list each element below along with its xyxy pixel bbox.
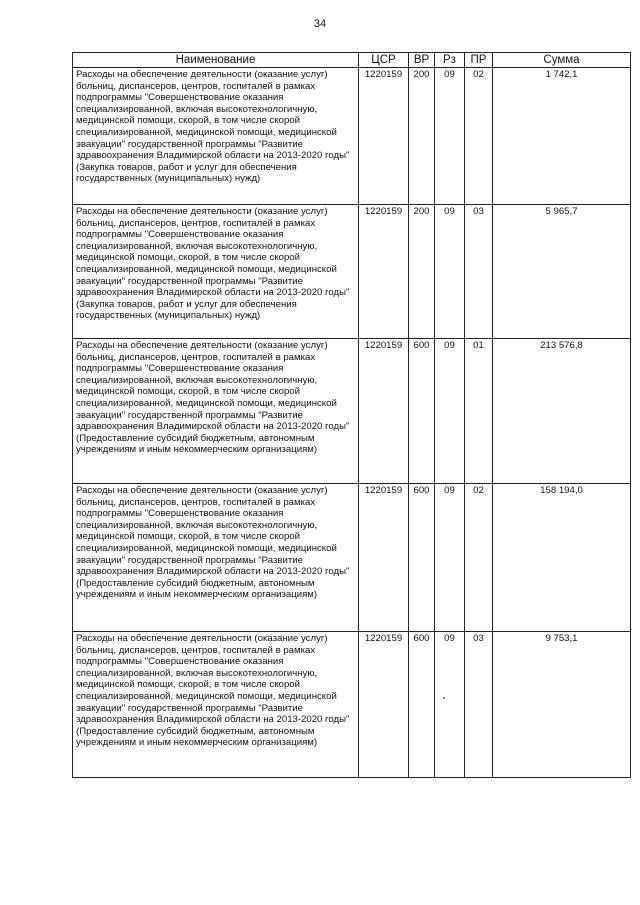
cell-vr: 600	[409, 339, 435, 484]
cell-csr: 1220159	[359, 484, 409, 632]
cell-vr: 600	[409, 632, 435, 778]
cell-vr: 200	[409, 68, 435, 205]
cell-pr: 03	[465, 632, 493, 778]
cell-sum: 5 965,7	[493, 205, 631, 339]
cell-rz: 09	[435, 205, 465, 339]
header-sum: Сумма	[493, 53, 631, 68]
cell-rz: 09	[435, 484, 465, 632]
header-rz: Рз	[435, 53, 465, 68]
cell-rz: 09	[435, 68, 465, 205]
cell-vr: 600	[409, 484, 435, 632]
cell-sum: 1 742,1	[493, 68, 631, 205]
cell-pr: 03	[465, 205, 493, 339]
cell-sum: 158 194,0	[493, 484, 631, 632]
header-csr: ЦСР	[359, 53, 409, 68]
table-row	[73, 484, 631, 632]
table-row	[73, 339, 631, 484]
cell-csr: 1220159	[359, 68, 409, 205]
table-header-row	[73, 53, 631, 68]
cell-name: Расходы на обеспечение деятельности (оказание услуг) больниц, диспансеров, центров, госпиталей в рамках подпрограммы "Совершенствование оказания специализированной, включая высокотехнологичную, медицинской помощи, скорой, в том числе скорой специализированной, медицинской помощи, медицинской эвакуации" государственной программы "Развитие здравоохранения Владимирской области на 2013-2020 годы" (Предоставление субсидий бюджетным, автономным учреждениям и иным некоммерческим организациям)	[73, 339, 359, 484]
header-vr: ВР	[409, 53, 435, 68]
cell-name: Расходы на обеспечение деятельности (оказание услуг) больниц, диспансеров, центров, госпиталей в рамках подпрограммы "Совершенствование оказания специализированной, включая высокотехнологичную, медицинской помощи, скорой, в том числе скорой специализированной, медицинской помощи, медицинской эвакуации" государственной программы "Развитие здравоохранения Владимирской области на 2013-2020 годы" (Закупка товаров, работ и услуг для обеспечения государственных (муниципальных) нужд)	[73, 68, 359, 205]
budget-table	[72, 52, 631, 778]
header-name: Наименование	[73, 53, 359, 68]
cell-csr: 1220159	[359, 205, 409, 339]
cell-sum: 213 576,8	[493, 339, 631, 484]
cell-pr: 02	[465, 68, 493, 205]
cell-rz: 09	[435, 339, 465, 484]
page-number: 34	[313, 18, 327, 30]
cell-csr: 1220159	[359, 632, 409, 778]
cell-pr: 01	[465, 339, 493, 484]
header-pr: ПР	[465, 53, 493, 68]
table-row	[73, 68, 631, 205]
cell-name: Расходы на обеспечение деятельности (оказание услуг) больниц, диспансеров, центров, госпиталей в рамках подпрограммы "Совершенствование оказания специализированной, включая высокотехнологичную, медицинской помощи, скорой, в том числе скорой специализированной, медицинской помощи, медицинской эвакуации" государственной программы "Развитие здравоохранения Владимирской области на 2013-2020 годы" (Закупка товаров, работ и услуг для обеспечения государственных (муниципальных) нужд)	[73, 205, 359, 339]
cell-sum: 9 753,1	[493, 632, 631, 778]
cell-name: Расходы на обеспечение деятельности (оказание услуг) больниц, диспансеров, центров, госпиталей в рамках подпрограммы "Совершенствование оказания специализированной, включая высокотехнологичную, медицинской помощи, скорой, в том числе скорой специализированной, медицинской помощи, медицинской эвакуации" государственной программы "Развитие здравоохранения Владимирской области на 2013-2020 годы" (Предоставление субсидий бюджетным, автономным учреждениям и иным некоммерческим организациям)	[73, 484, 359, 632]
table-row	[73, 205, 631, 339]
cell-csr: 1220159	[359, 339, 409, 484]
scan-speck	[443, 697, 445, 699]
table-row	[73, 632, 631, 778]
cell-pr: 02	[465, 484, 493, 632]
cell-rz: 09	[435, 632, 465, 778]
cell-name: Расходы на обеспечение деятельности (оказание услуг) больниц, диспансеров, центров, госпиталей в рамках подпрограммы "Совершенствование оказания специализированной, включая высокотехнологичную, медицинской помощи, скорой, в том числе скорой специализированной, медицинской помощи, медицинской эвакуации" государственной программы "Развитие здравоохранения Владимирской области на 2013-2020 годы" (Предоставление субсидий бюджетным, автономным учреждениям и иным некоммерческим организациям)	[73, 632, 359, 778]
cell-vr: 200	[409, 205, 435, 339]
